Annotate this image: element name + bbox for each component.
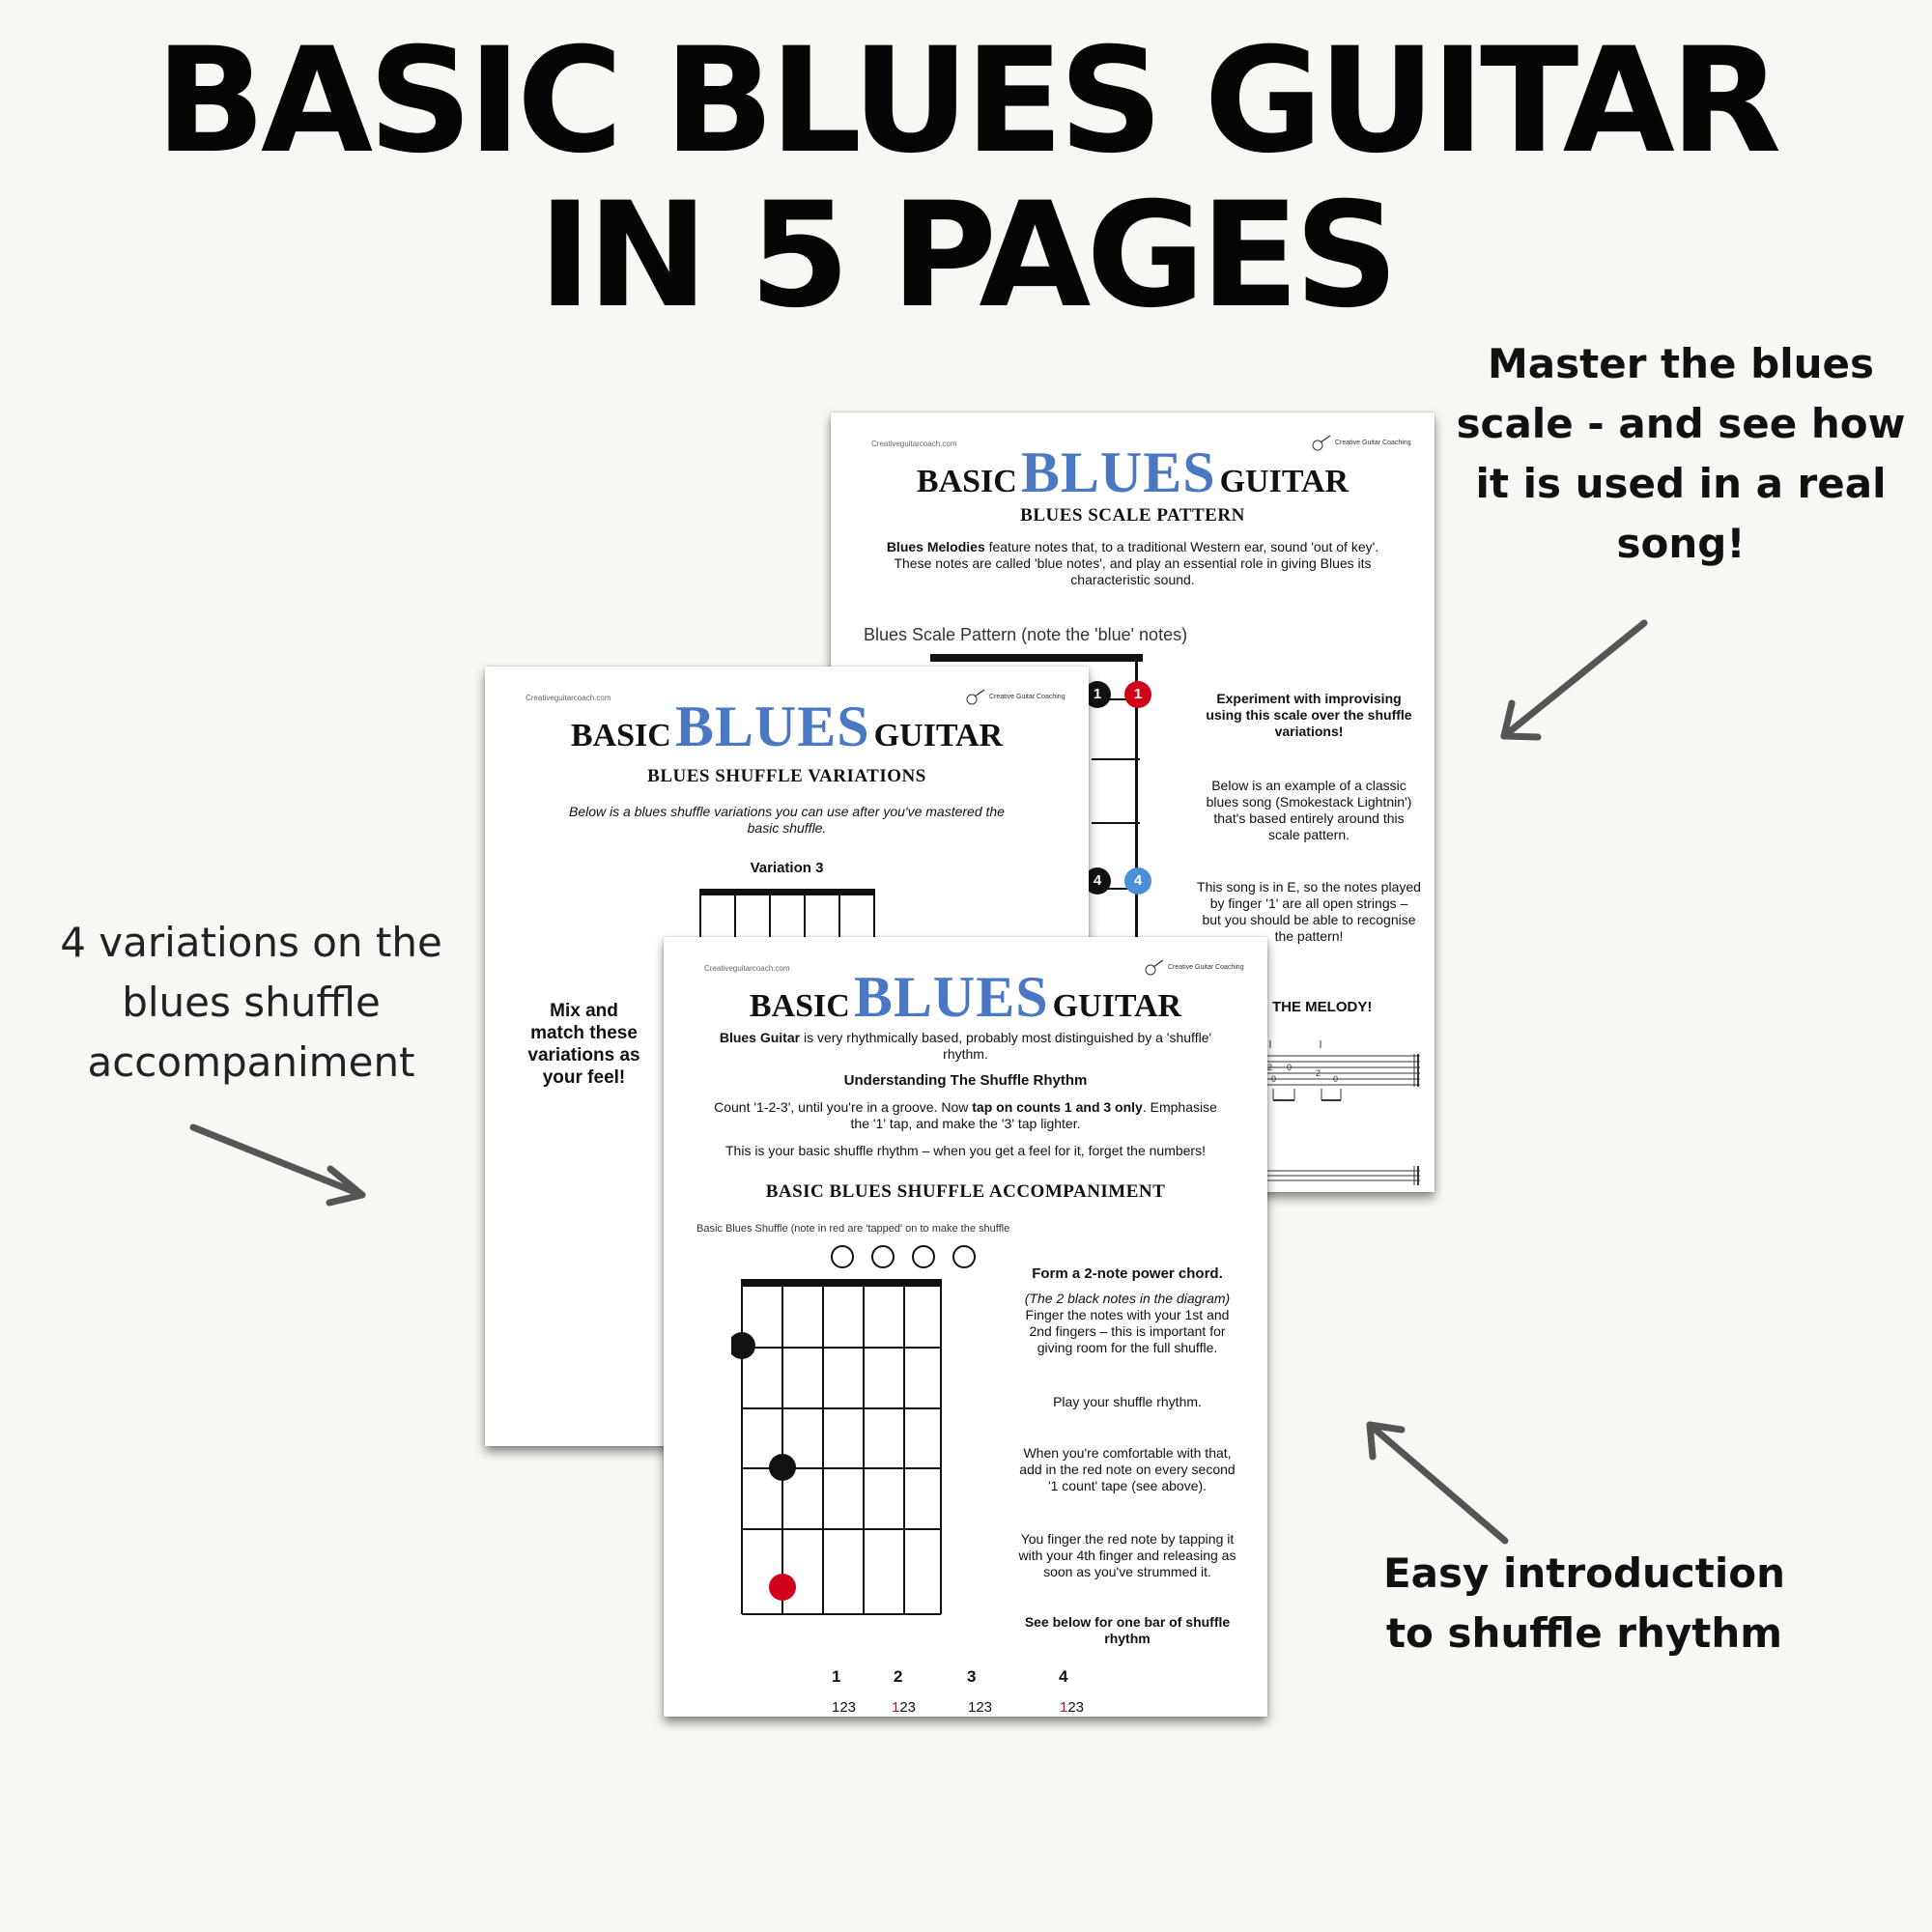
side-text-experiment bbox=[1193, 691, 1425, 740]
note-dot-blue: 4 bbox=[1124, 867, 1151, 895]
intro-line: rhythm. bbox=[943, 1046, 988, 1062]
side-line: by finger '1' are all open strings – bbox=[1209, 895, 1408, 911]
see-below-text bbox=[1002, 1614, 1253, 1647]
note-dot-black bbox=[731, 1332, 755, 1359]
intro-line: Below is a blues shuffle variations you can use after you've mastered the bbox=[569, 804, 1005, 819]
brand-guitar: GUITAR bbox=[1052, 988, 1182, 1024]
intro-line: characteristic sound. bbox=[1070, 572, 1195, 587]
tab-digit: 0 bbox=[1271, 1074, 1277, 1084]
finger-text bbox=[1002, 1291, 1253, 1356]
note-dot-red: 1 bbox=[1124, 681, 1151, 708]
side-line: 2nd fingers – this is important for bbox=[1029, 1323, 1226, 1339]
coach-name: Creative Guitar Coaching bbox=[1168, 963, 1244, 971]
side-line: Experiment with improvising bbox=[1216, 691, 1402, 706]
beat-label: 3 bbox=[967, 1667, 977, 1686]
count-bold: tap on counts 1 and 3 only bbox=[972, 1099, 1143, 1115]
page-subtitle: BLUES SHUFFLE VARIATIONS bbox=[647, 766, 926, 786]
side-line: (The 2 black notes in the diagram) bbox=[1024, 1291, 1231, 1306]
count-text bbox=[683, 1099, 1248, 1132]
side-text-song-key bbox=[1193, 879, 1425, 945]
side-line: '1 count' tape (see above). bbox=[1047, 1478, 1208, 1493]
basic-rhythm-text: This is your basic shuffle rhythm – when you get a feel for it, forget the numbers! bbox=[725, 1143, 1206, 1158]
subdivision-tap: 1 bbox=[968, 1699, 977, 1716]
intro-line: feature notes that, to a traditional Western ear, sound 'out of key'. bbox=[984, 539, 1379, 554]
brand-guitar: GUITAR bbox=[873, 718, 1004, 753]
callout-line: song! bbox=[1616, 520, 1746, 567]
side-line: Below is an example of a classic bbox=[1211, 778, 1406, 793]
side-line: but you should be able to recognise bbox=[1202, 912, 1416, 927]
subdivision-tap: 1 bbox=[832, 1699, 840, 1716]
side-line: When you're comfortable with that, bbox=[1023, 1445, 1232, 1461]
side-line: See below for one bar of shuffle bbox=[1024, 1614, 1231, 1630]
intro-bold: Blues Melodies bbox=[886, 539, 985, 554]
diagram-label: Basic Blues Shuffle (note in red are 'tapped' on to make the shuffle bbox=[696, 1223, 1010, 1235]
accompaniment-heading: BASIC BLUES SHUFFLE ACCOMPANIMENT bbox=[765, 1181, 1166, 1202]
subdivision bbox=[968, 1699, 992, 1716]
intro-bold: Blues Guitar bbox=[719, 1030, 801, 1045]
intro-text bbox=[524, 804, 1050, 837]
side-line: with your 4th finger and releasing as bbox=[1018, 1548, 1236, 1563]
site-url: Creativeguitarcoach.com bbox=[704, 964, 790, 973]
side-line: add in the red note on every second bbox=[1019, 1462, 1236, 1477]
beat-label: 4 bbox=[1059, 1667, 1068, 1686]
arrow-up-left-icon bbox=[1370, 1425, 1505, 1541]
count-line: Count '1-2-3', until you're in a groove. Now bbox=[714, 1099, 973, 1115]
intro-line: basic shuffle. bbox=[747, 820, 827, 836]
brand-title bbox=[664, 964, 1267, 1031]
callout-line: Easy introduction bbox=[1382, 1549, 1786, 1597]
callout-line: 4 variations on the bbox=[60, 919, 442, 966]
brand-blues: BLUES bbox=[674, 695, 870, 758]
brand-basic: BASIC bbox=[916, 464, 1017, 499]
brand-title bbox=[831, 440, 1435, 506]
callout-line: blues shuffle bbox=[122, 979, 381, 1026]
subdivision bbox=[892, 1699, 916, 1716]
subdivision bbox=[1060, 1699, 1084, 1716]
side-line: the pattern! bbox=[1274, 928, 1344, 944]
fretboard-nut bbox=[930, 654, 1143, 662]
tab-digit: 2 bbox=[1267, 1063, 1273, 1072]
tab-digit: 2 bbox=[1316, 1068, 1321, 1078]
tab-digit: 0 bbox=[1287, 1063, 1293, 1072]
coach-name: Creative Guitar Coaching bbox=[989, 693, 1065, 700]
callout-line: scale - and see how bbox=[1456, 400, 1906, 447]
subdivision-tap-red: 1 bbox=[1060, 1699, 1068, 1716]
arrow-down-left-icon bbox=[1504, 623, 1644, 737]
fret-line bbox=[1092, 758, 1140, 760]
note-dot-black: 1 bbox=[1084, 681, 1111, 708]
play-rhythm-text: Play your shuffle rhythm. bbox=[1053, 1394, 1202, 1409]
subdivision-tap-red: 1 bbox=[892, 1699, 900, 1716]
brand-basic: BASIC bbox=[570, 718, 671, 753]
mix-line: variations as bbox=[527, 1045, 640, 1065]
melody-heading: THE MELODY! bbox=[1272, 999, 1373, 1015]
count-line: the '1' tap, and make the '3' tap lighter. bbox=[850, 1116, 1081, 1131]
add-red-note-text bbox=[1002, 1445, 1253, 1494]
tab-digit: 0 bbox=[1333, 1074, 1339, 1084]
side-line: that's based entirely around this bbox=[1213, 810, 1405, 826]
side-line: This song is in E, so the notes played bbox=[1197, 879, 1421, 895]
side-line: scale pattern. bbox=[1267, 827, 1350, 842]
brand-blues: BLUES bbox=[1020, 440, 1216, 504]
fret-line bbox=[1092, 822, 1140, 824]
variation-label: Variation 3 bbox=[750, 860, 824, 876]
note-dot-black bbox=[769, 1454, 796, 1481]
intro-line: is very rhythmically based, probably most distinguished by a 'shuffle' bbox=[800, 1030, 1212, 1045]
intro-text bbox=[850, 539, 1415, 588]
page-basic-shuffle bbox=[664, 937, 1267, 1717]
page-subtitle: BLUES SCALE PATTERN bbox=[1020, 505, 1245, 526]
headline-line-2: IN 5 PAGES bbox=[537, 172, 1395, 340]
beat-label: 2 bbox=[894, 1667, 903, 1686]
callout-line: it is used in a real bbox=[1475, 460, 1887, 507]
brand-title bbox=[485, 694, 1089, 760]
site-url: Creativeguitarcoach.com bbox=[526, 694, 611, 702]
callout-line: accompaniment bbox=[87, 1038, 415, 1086]
note-dot-red bbox=[769, 1574, 796, 1601]
arrow-down-right-icon bbox=[193, 1127, 362, 1203]
brand-basic: BASIC bbox=[749, 988, 850, 1024]
beat-label: 1 bbox=[832, 1667, 841, 1686]
side-line: Finger the notes with your 1st and bbox=[1025, 1307, 1230, 1322]
brand-guitar: GUITAR bbox=[1219, 464, 1350, 499]
intro-line: These notes are called 'blue notes', and play an essential role in giving Blues its bbox=[894, 555, 1372, 571]
diagram-label: Blues Scale Pattern (note the 'blue' notes) bbox=[864, 625, 1188, 644]
coach-name: Creative Guitar Coaching bbox=[1335, 439, 1411, 446]
subdivision bbox=[832, 1699, 856, 1716]
side-text-example bbox=[1193, 778, 1425, 843]
callout-line: Master the blues bbox=[1488, 340, 1874, 387]
tapping-text bbox=[1002, 1531, 1253, 1580]
side-line: variations! bbox=[1274, 724, 1344, 739]
power-chord-text: Form a 2-note power chord. bbox=[1032, 1265, 1223, 1282]
subdivision-rest: 23 bbox=[839, 1699, 857, 1716]
intro-text bbox=[683, 1030, 1248, 1063]
brand-blues: BLUES bbox=[853, 965, 1049, 1029]
callout-line: to shuffle rhythm bbox=[1385, 1609, 1783, 1657]
chord-fretboard bbox=[731, 1241, 982, 1628]
mix-line: your feel! bbox=[542, 1067, 626, 1088]
understanding-heading: Understanding The Shuffle Rhythm bbox=[843, 1072, 1088, 1089]
site-url: Creativeguitarcoach.com bbox=[871, 440, 957, 448]
side-line: blues song (Smokestack Lightnin') bbox=[1206, 794, 1412, 810]
subdivision-rest: 23 bbox=[1067, 1699, 1085, 1716]
mix-line: match these bbox=[530, 1023, 638, 1043]
mix-line: Mix and bbox=[550, 1001, 618, 1021]
side-line: rhythm bbox=[1104, 1631, 1151, 1646]
side-line: giving room for the full shuffle. bbox=[1037, 1340, 1218, 1355]
subdivision-rest: 23 bbox=[899, 1699, 917, 1716]
side-line: soon as you've strummed it. bbox=[1043, 1564, 1211, 1579]
note-dot-black: 4 bbox=[1084, 867, 1111, 895]
subdivision-rest: 23 bbox=[976, 1699, 993, 1716]
side-line: You finger the red note by tapping it bbox=[1020, 1531, 1235, 1547]
headline-line-1: BASIC BLUES GUITAR bbox=[155, 17, 1777, 185]
count-line: . Emphasise bbox=[1142, 1099, 1217, 1115]
side-line: using this scale over the shuffle bbox=[1206, 707, 1412, 723]
mix-text bbox=[504, 1000, 664, 1089]
